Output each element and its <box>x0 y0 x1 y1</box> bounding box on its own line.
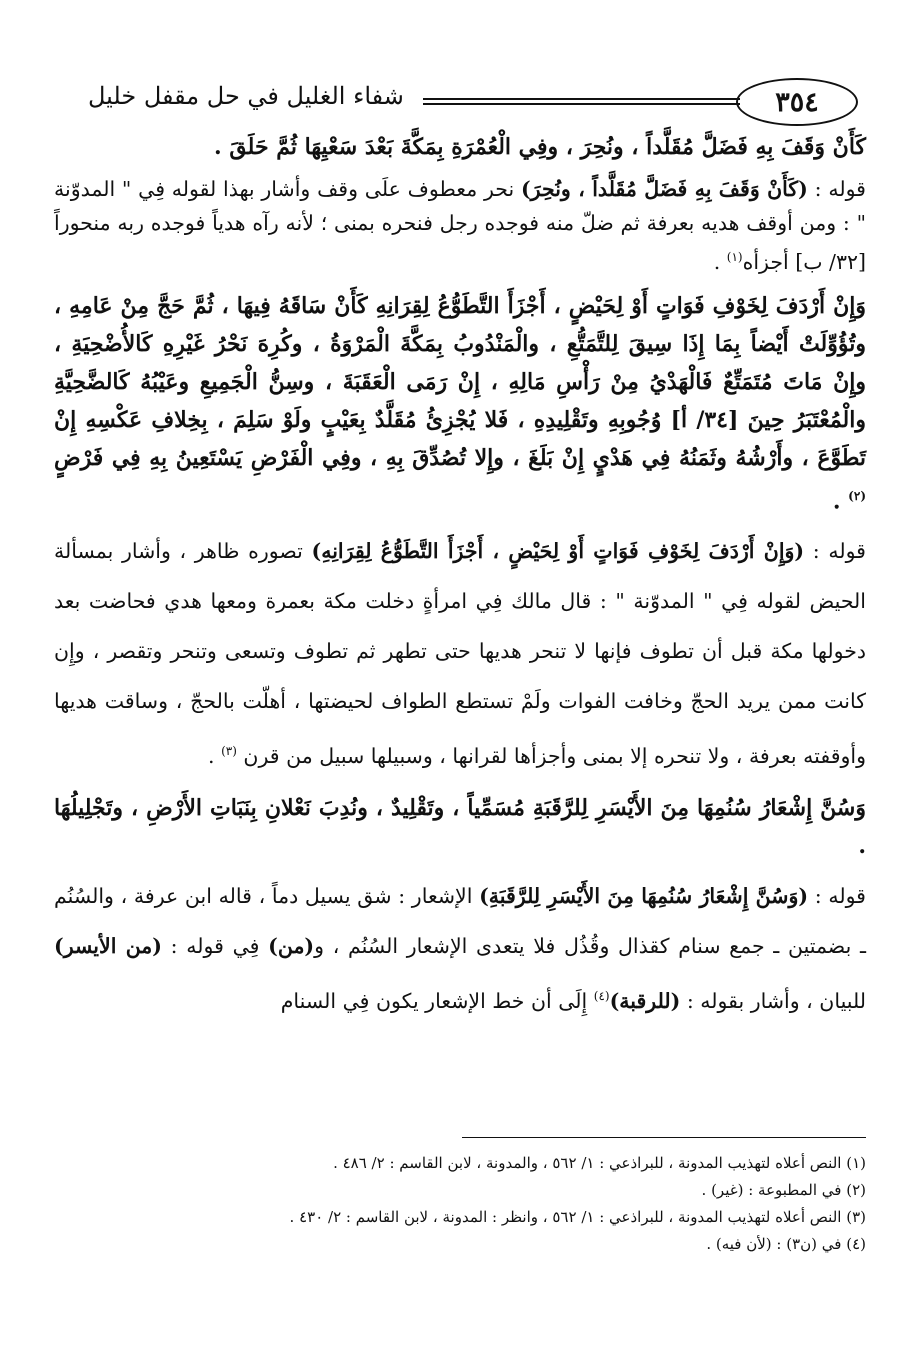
sharh-quote: (من الأيسر) <box>54 933 162 958</box>
matn-text: وَإِنْ أَرْدَفَ لِخَوْفِ فَوَاتٍ أَوْ لِحَيْضٍ ، أَجْزَأَ التَّطَوُّعُ لِقِرَانِهِ كَأَنْ سَاقَهُ فِيهَا ، ثُمَّ حَجَّ مِنْ عَامِهِ ، وتُؤُوِّلَتْ أَيْضاً بِمَا إِذَا سِيقَ لِلتَّمَتُّعِ ، والْمَنْدُوبُ بِمَكَّةَ الْمَرْوَةُ ، وكُرِهَ نَحْرُ غَيْرِهِ كَالأُضْحِيَةِ ، وإِنْ مَاتَ مُتَمَتِّعٌ فَالْهَدْيُ مِنْ رَأْسِ مَالِهِ ، إِنْ رَمَى الْعَقَبَةَ ، وسِنُّ الْجَمِيعِ وعَيْبُهُ كَالضَّحِيَّةِ والْمُعْتَبَرُ حِينَ [٣٤/ أ] وُجُوبِهِ وتَقْلِيدِهِ ، فَلا يُجْزِئُ مُقَلَّدٌ بِعَيْبٍ ولَوْ سَلِمَ ، بِخِلافِ عَكْسِهِ إِنْ تَطَوَّعَ ، وأَرْشُهُ وثَمَنُهُ فِي هَدْيٍ إِنْ بَلَغَ ، وإِلا تُصُدِّقَ بِهِ ، وفِي الْفَرْضِ يَسْتَعِينُ بِهِ فِي فَرْضٍ <box>54 292 866 471</box>
page-content <box>54 128 866 1034</box>
page-header <box>88 72 858 134</box>
footnote-marker: (١) <box>726 250 743 264</box>
sharh-quote: (للرقبة) <box>609 988 681 1013</box>
sharh-text: نحر معطوف علَى وقف وأشار بهذا لقوله فِي " المدوّنة " : ومن أوقف هديه بعرفة ثم ضلّ منه فوجده رجل فنحره بمنى ؛ لأنه رآه هدياً فوجده ربه منحوراً [٣٢/ ب] أجزأه <box>54 177 866 274</box>
matn-paragraph: وَإِنْ أَرْدَفَ لِخَوْفِ فَوَاتٍ أَوْ لِحَيْضٍ ، أَجْزَأَ التَّطَوُّعُ لِقِرَانِهِ كَأَنْ سَاقَهُ فِيهَا ، ثُمَّ حَجَّ مِنْ عَامِهِ ، وتُؤُوِّلَتْ أَيْضاً بِمَا إِذَا سِيقَ لِلتَّمَتُّعِ ، والْمَنْدُوبُ بِمَكَّةَ الْمَرْوَةُ ، وكُرِهَ نَحْرُ غَيْرِهِ كَالأُضْحِيَةِ ، وإِنْ مَاتَ مُتَمَتِّعٌ فَالْهَدْيُ مِنْ رَأْسِ مَالِهِ ، إِنْ رَمَى الْعَقَبَةَ ، وسِنُّ الْجَمِيعِ وعَيْبُهُ كَالضَّحِيَّةِ والْمُعْتَبَرُ حِينَ [٣٤/ أ] وُجُوبِهِ وتَقْلِيدِهِ ، فَلا يُجْزِئُ مُقَلَّدٌ بِعَيْبٍ ولَوْ سَلِمَ ، بِخِلافِ عَكْسِهِ إِنْ تَطَوَّعَ ، وأَرْشُهُ وثَمَنُهُ فِي هَدْيٍ إِنْ بَلَغَ ، وإِلا تُصُدِّقَ بِهِ ، وفِي الْفَرْضِ يَسْتَعِينُ بِهِ فِي فَرْضٍ $^{(٢)}$ . <box>54 292 866 515</box>
sharh-text: إِلَى أن خط الإشعار يكون فِي السنام <box>280 988 588 1013</box>
sharh-quote: (وَسُنَّ إِشْعَارُ سُنُمِهَا مِنَ الأَيْسَرِ لِلرَّقَبَةِ) <box>479 883 809 908</box>
footnotes <box>54 1150 866 1258</box>
sharh-paragraph: قوله : (كَأَنْ وَقَفَ بِهِ فَضَلَّ مُقَلَّداً ، ونُحِرَ) نحر معطوف علَى وقف وأشار بهذا لقوله فِي " المدوّنة " : ومن أوقف هديه بعرفة ثم ضلّ منه فوجده رجل فنحره بمنى ؛ لأنه رآه هدياً فوجده ربه منحوراً [٣٢/ ب] أجزأه$^{(١)}$ . <box>54 177 866 274</box>
header-rule <box>423 103 740 105</box>
footnote: (٤) في (ن٣) : (لأن فيه) . <box>706 1235 866 1253</box>
sharh-lead: قوله : <box>812 539 866 564</box>
matn-paragraph <box>54 128 866 166</box>
sharh-text: تصوره ظاهر ، وأشار بمسألة الحيض لقوله فِي " المدوّنة " : قال مالك فِي امرأةٍ دخلت مكة بعمرة ومعها هدي فحاضت بعد دخولها مكة قبل أن تطوف فإنها لا تنحر هديها حتى تطهر ثم تطوف وتسعى وتنحر وتقصر ، وإِن كانت ممن يريد الحجّ وخافت الفوات ولَمْ تستطع الطواف لحيضتها ، أهلّت بالحجّ ، وساقت هديها وأوقفته بعرفة ، ولا تنحره إلا بمنى وأجزأها لقرانها ، وسبيلها سبيل من قرن <box>54 539 866 768</box>
sharh-paragraph <box>54 871 866 1026</box>
sharh-text: الإشعار : شق يسيل دماً ، قاله ابن عرفة ، والسُنُم ـ بضمتين ـ جمع سنام كقذال وقُذُل فلا يتعدى الإشعار السُنُم ، و <box>54 883 866 958</box>
header-rule <box>423 98 740 100</box>
footnote-separator <box>462 1137 866 1138</box>
footnote-marker: (٣) <box>221 744 237 759</box>
footnote-marker: (٤) <box>593 988 610 1003</box>
matn-paragraph <box>54 789 866 865</box>
sharh-lead: قوله : <box>814 883 866 908</box>
matn-text: كَأَنْ وَقَفَ بِهِ فَضَلَّ مُقَلَّداً ، ونُحِرَ ، وفِي الْعُمْرَةِ بِمَكَّةَ بَعْدَ سَعْيِهَا ثُمَّ حَلَقَ . <box>214 134 866 160</box>
book-title: شفاء الغليل في حل مقفل خليل <box>88 82 404 110</box>
footnote: (٢) في المطبوعة : (غير) . <box>701 1181 866 1199</box>
matn-text: وَسُنَّ إِشْعَارُ سُنُمِهَا مِنَ الأَيْسَرِ لِلرَّقَبَةِ مُسَمِّياً ، وتَقْلِيدٌ ، ونُدِبَ نَعْلانِ بِنَبَاتِ الأَرْضِ ، وتَجْلِيلُهَا . <box>54 794 866 859</box>
sharh-text: فِي قوله : <box>170 933 260 958</box>
footnote-marker: (٢) <box>848 488 866 503</box>
footnote: (٣) النص أعلاه لتهذيب المدونة ، للبراذعي : ١/ ٥٦٢ ، وانظر : المدونة ، لابن القاسم : ٢/ ٤٣٠ . <box>289 1208 866 1226</box>
sharh-lead: قوله : <box>814 177 866 201</box>
sharh-quote: (كَأَنْ وَقَفَ بِهِ فَضَلَّ مُقَلَّداً ، ونُحِرَ) <box>520 177 808 201</box>
sharh-quote: (من) <box>268 933 315 958</box>
sharh-text: للبيان ، وأشار بقوله : <box>686 988 866 1013</box>
page-number: ٣٥٤ <box>736 78 858 126</box>
footnote: (١) النص أعلاه لتهذيب المدونة ، للبراذعي : ١/ ٥٦٢ ، والمدونة ، لابن القاسم : ٢/ ٤٨٦ . <box>333 1154 866 1172</box>
sharh-paragraph: قوله : (وَإِنْ أَرْدَفَ لِخَوْفِ فَوَاتٍ أَوْ لِحَيْضٍ ، أَجْزَأَ التَّطَوُّعُ لِقِرَانِهِ) تصوره ظاهر ، وأشار بمسألة الحيض لقوله فِي " المدوّنة " : قال مالك فِي امرأةٍ دخلت مكة بعمرة ومعها هدي فحاضت بعد دخولها مكة قبل أن تطوف فإنها لا تنحر هديها حتى تطهر ثم تطوف وتسعى وتنحر وتقصر ، وإِن كانت ممن يريد الحجّ وخافت الفوات ولَمْ تستطع الطواف لحيضتها ، أهلّت بالحجّ ، وساقت هديها وأوقفته بعرفة ، ولا تنحره إلا بمنى وأجزأها لقرانها ، وسبيلها سبيل من قرن $^{(٣)}$ . <box>54 539 866 768</box>
sharh-quote: (وَإِنْ أَرْدَفَ لِخَوْفِ فَوَاتٍ أَوْ لِحَيْضٍ ، أَجْزَأَ التَّطَوُّعُ لِقِرَانِهِ) <box>311 539 805 564</box>
